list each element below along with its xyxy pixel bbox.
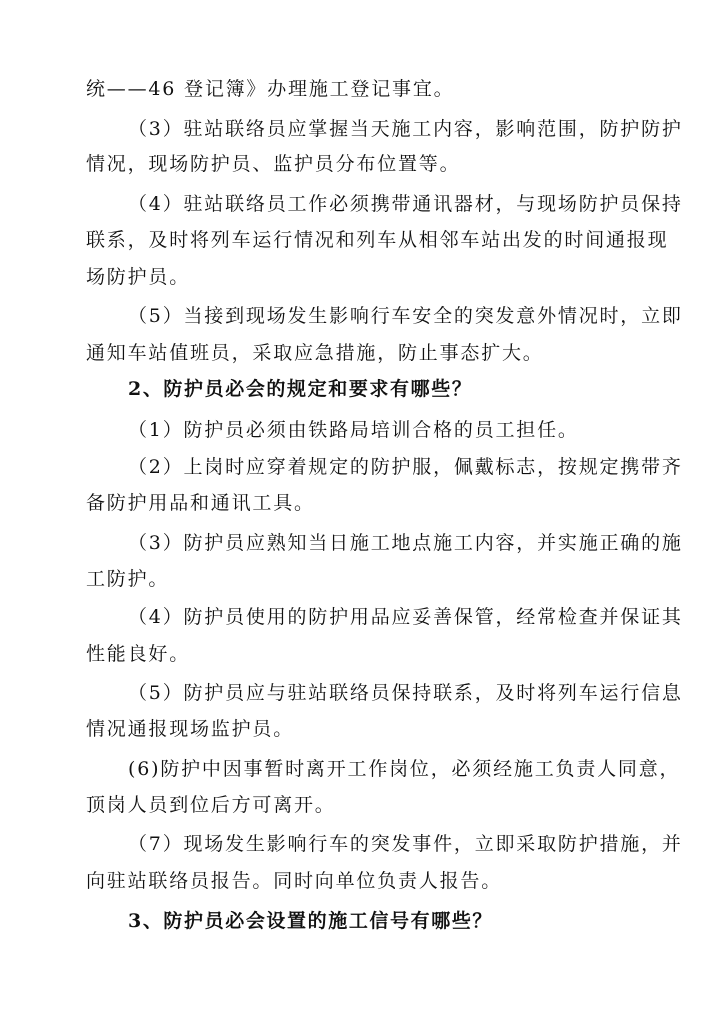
text-line: （4）防护员使用的防护用品应妥善保管，经常检查并保证其 [128,606,683,628]
text-line: (6)防护中因事暂时离开工作岗位，必须经施工负责人同意， [128,758,681,780]
text-line: 统——46 登记簿》办理施工登记事宜。 [86,78,455,100]
text-line: （5）防护员应与驻站联络员保持联系，及时将列车运行信息 [128,682,683,704]
text-line: 向驻站联络员报告。同时向单位负责人报告。 [86,870,503,892]
text-line: 工防护。 [86,568,170,590]
text-line: 通知车站值班员，采取应急措施，防止事态扩大。 [86,342,544,364]
text-line: 性能良好。 [86,643,191,665]
text-line: （3）防护员应熟知当日施工地点施工内容，并实施正确的施 [128,532,683,554]
text-line: 联系，及时将列车运行情况和列车从相邻车站出发的时间通报现 [86,229,669,251]
text-line: （5）当接到现场发生影响行车安全的突发意外情况时，立即 [128,305,683,327]
text-line: 情况，现场防护员、监护员分布位置等。 [86,153,461,175]
section-heading: 3、防护员必会设置的施工信号有哪些？ [128,910,494,932]
text-line: 备防护用品和通讯工具。 [86,492,315,514]
text-line: （3）驻站联络员应掌握当天施工内容，影响范围，防护防护 [128,118,683,140]
text-line: 情况通报现场监护员。 [86,718,295,740]
text-line: （1）防护员必须由铁路局培训合格的员工担任。 [128,419,579,441]
section-heading: 2、防护员必会的规定和要求有哪些？ [128,378,473,400]
text-line: （2）上岗时应穿着规定的防护服，佩戴标志，按规定携带齐 [128,456,683,478]
text-line: （7）现场发生影响行车的突发事件，立即采取防护措施，并 [128,833,683,855]
text-line: 顶岗人员到位后方可离开。 [86,794,336,816]
text-line: （4）驻站联络员工作必须携带通讯器材，与现场防护员保持 [128,193,683,215]
text-line: 场防护员。 [86,266,191,288]
